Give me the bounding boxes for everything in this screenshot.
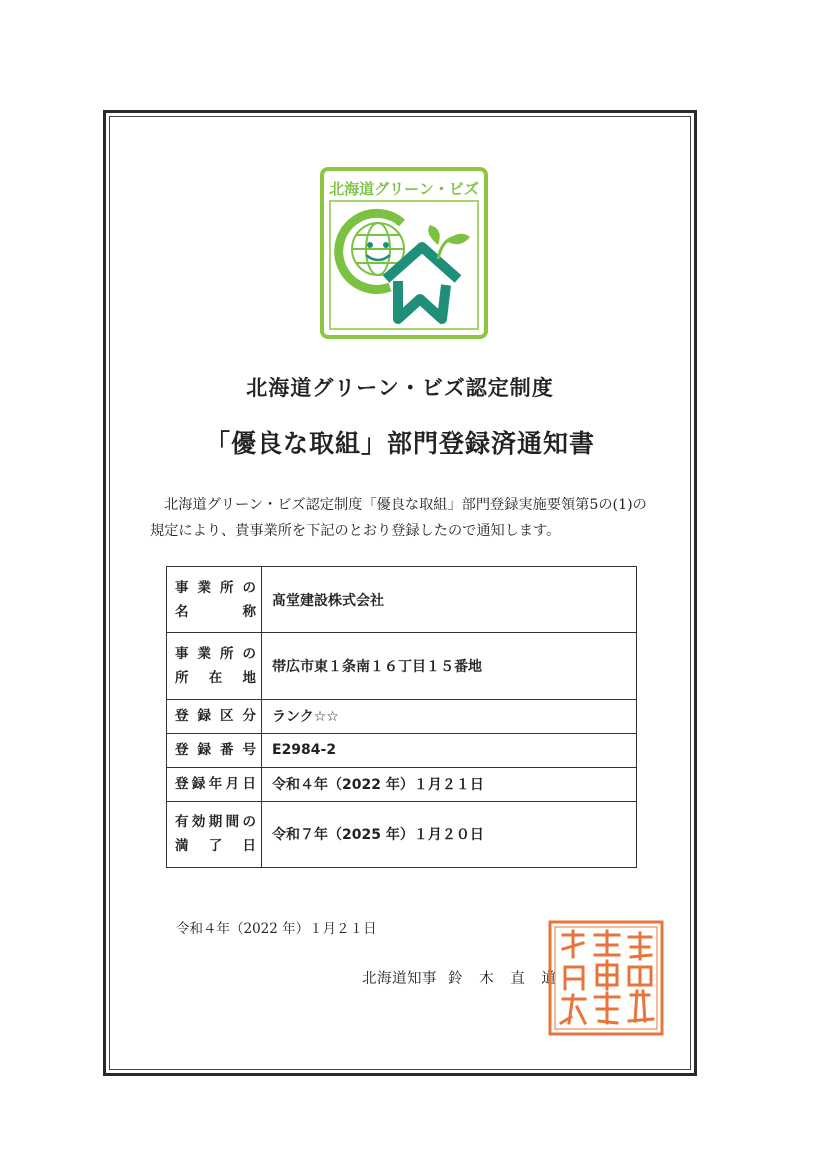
category-value: ランク☆☆ <box>262 699 637 733</box>
row-label-registration-date: 登録年月日 <box>167 767 262 801</box>
notice-line-2: 規定により、貴事業所を下記のとおり登録したので通知します。 <box>150 523 561 539</box>
issuer-signature <box>362 967 562 988</box>
green-biz-logo <box>320 167 488 339</box>
document-subtitle: 「優良な取組」部門登録済通知書 <box>204 429 595 458</box>
notice-line-1: 北海道グリーン・ビズ認定制度「優良な取組」部門登録実施要領第5の(1)の <box>164 497 647 513</box>
svg-text:北海道グリーン・ビズ: 北海道グリーン・ビズ <box>329 180 479 198</box>
table-row <box>167 801 637 867</box>
issuer-name: 鈴 木 直 道 <box>448 971 562 987</box>
document-title: 北海道グリーン・ビズ認定制度 <box>246 376 554 400</box>
registration-date-value: 令和４年（2022 年）１月２１日 <box>262 767 637 801</box>
row-label-business-name: 事業所の 名 称 <box>167 567 262 633</box>
issue-date: 令和４年（2022 年）１月２１日 <box>176 921 377 937</box>
table-row <box>167 733 637 767</box>
address-value: 帯広市東１条南１６丁目１５番地 <box>262 633 637 699</box>
row-label-address: 事業所の 所在地 <box>167 633 262 699</box>
row-label-expiry: 有効期間の 満了日 <box>167 801 262 867</box>
business-name-value: 髙堂建設株式会社 <box>262 567 637 633</box>
expiry-date-value: 令和７年（2025 年）１月２０日 <box>262 801 637 867</box>
table-row <box>167 699 637 733</box>
table-row <box>167 633 637 699</box>
table-row <box>167 567 637 633</box>
table-row <box>167 767 637 801</box>
notice-paragraph <box>150 492 680 544</box>
registration-table <box>166 566 637 868</box>
issuer-title: 北海道知事 <box>362 971 437 987</box>
official-seal-icon <box>547 919 665 1037</box>
globe-face-house-leaf-icon <box>320 167 488 339</box>
row-label-registration-number: 登録番号 <box>167 733 262 767</box>
registration-number-value: E2984-2 <box>262 733 637 767</box>
row-label-category: 登録区分 <box>167 699 262 733</box>
